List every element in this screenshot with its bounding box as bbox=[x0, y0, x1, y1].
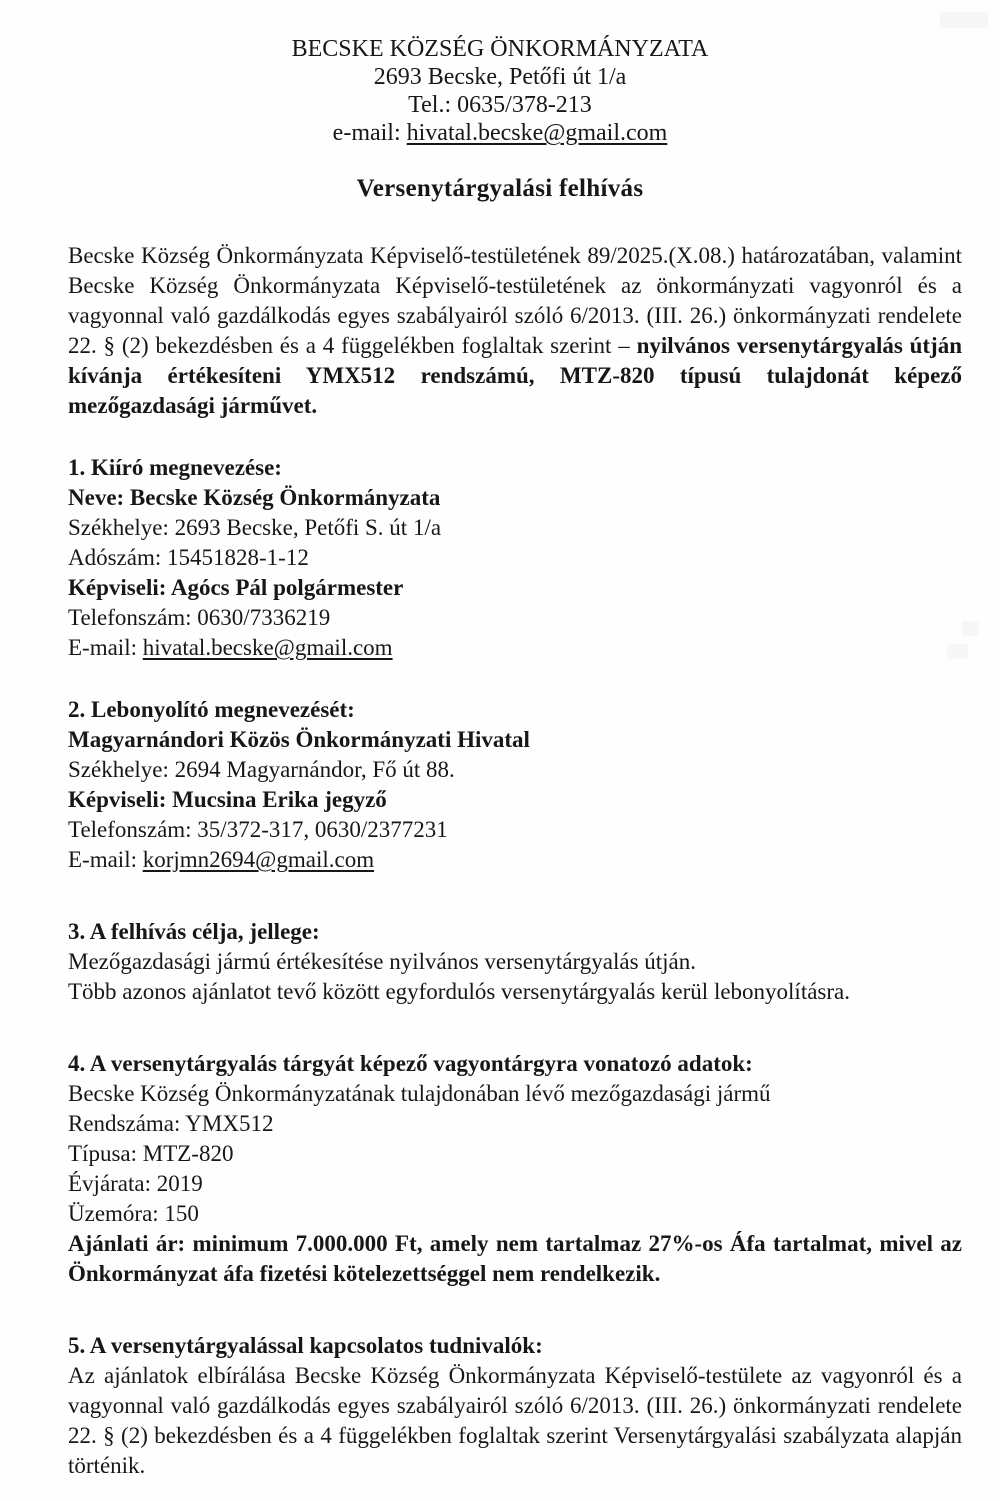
section-issuer bbox=[68, 453, 962, 663]
procedure-line: Több azonos ajánlatot tevő között egyfordulós versenytárgyalás kerül lebonyolításra. bbox=[68, 979, 850, 1004]
organizer-email-label: E-mail: bbox=[68, 847, 143, 872]
org-email-label: e-mail: bbox=[332, 120, 407, 146]
organizer-phone: Telefonszám: 35/372-317, 0630/2377231 bbox=[68, 817, 448, 842]
scan-artifact bbox=[947, 644, 968, 659]
asset-hours: Üzemóra: 150 bbox=[68, 1201, 199, 1226]
issuer-name: Neve: Becske Község Önkormányzata bbox=[68, 485, 441, 510]
asset-price-paragraph: Ajánlati ár: minimum 7.000.000 Ft, amely nem tartalmaz 27%-os Áfa tartalmat, mivel az Önkormányzat áfa fizetési kötelezettséggel nem rendelkezik. bbox=[68, 1231, 962, 1286]
scan-artifact bbox=[940, 12, 988, 28]
section-asset-data bbox=[68, 1049, 962, 1289]
intro-paragraph bbox=[68, 241, 962, 421]
section-rules bbox=[68, 1331, 962, 1481]
org-phone: Tel.: 0635/378-213 bbox=[408, 92, 592, 118]
organizer-email: korjmn2694@gmail.com bbox=[142, 847, 375, 872]
intro-bold-text: nyilvános versenytárgyalás útján kívánja értékesíteni YMX512 rendszámú, MTZ-820 típusú tulajdonát képező mezőgazdasági járművet. bbox=[68, 333, 962, 418]
org-name: BECSKE KÖZSÉG ÖNKORMÁNYZATA bbox=[291, 36, 709, 62]
section-purpose bbox=[68, 917, 962, 1007]
section-organizer bbox=[68, 695, 962, 875]
purpose-line: Mezőgazdasági jármú értékesítése nyilvános versenytárgyalás útján. bbox=[68, 949, 697, 974]
rules-body: Az ajánlatok elbírálása Becske Község Önkormányzata Képviselő-testülete az vagyonról és a vagyonnal való gazdálkodás egyes szabályairól szóló 6/2013. (III. 26.) önkormányzati rendelete 22. § (2) bekezdésben és a 4 függelékben foglaltak szerint Versenytárgyalási szabályzata alapján történik. bbox=[68, 1363, 962, 1478]
issuer-phone: Telefonszám: 0630/7336219 bbox=[68, 605, 331, 630]
issuer-tax-number: Adószám: 15451828-1-12 bbox=[68, 545, 309, 570]
asset-owner-line: Becske Község Önkormányzatának tulajdonában lévő mezőgazdasági jármű bbox=[68, 1081, 771, 1106]
scan-artifact bbox=[962, 621, 979, 636]
asset-year: Évjárata: 2019 bbox=[68, 1171, 203, 1196]
issuer-representative: Képviseli: Agócs Pál polgármester bbox=[68, 575, 404, 600]
asset-type: Típusa: MTZ-820 bbox=[68, 1141, 234, 1166]
issuer-email: hivatal.becske@gmail.com bbox=[142, 635, 393, 660]
issuer-address: Székhelye: 2693 Becske, Petőfi S. út 1/a bbox=[68, 515, 442, 540]
section-rules-heading: 5. A versenytárgyalással kapcsolatos tudnivalók: bbox=[68, 1333, 543, 1358]
organizer-address: Székhelye: 2694 Magyarnándor, Fő út 88. bbox=[68, 757, 455, 782]
organizer-name: Magyarnándori Közös Önkormányzati Hivatal bbox=[68, 727, 530, 752]
document-title: Versenytárgyalási felhívás bbox=[356, 175, 644, 202]
document-body bbox=[0, 241, 1000, 1481]
section-organizer-heading: 2. Lebonyolító megnevezését: bbox=[68, 697, 355, 722]
letterhead bbox=[0, 0, 1000, 147]
org-address: 2693 Becske, Petőfi út 1/a bbox=[373, 64, 627, 90]
section-issuer-heading: 1. Kiíró megnevezése: bbox=[68, 455, 282, 480]
issuer-email-label: E-mail: bbox=[68, 635, 143, 660]
intro-regular-text: Becske Község Önkormányzata Képviselő-testületének 89/2025.(X.08.) határozatában, valamint Becske Község Önkormányzata Képviselő-testületének az önkormányzati vagyonról és a vagyonnal való gazdálkodás egyes szabályairól szóló 6/2013. (III. 26.) önkormányzati rendelete 22. § (2) bekezdésben és a 4 függelékben foglaltak szerint – bbox=[68, 243, 962, 358]
organizer-representative: Képviseli: Mucsina Erika jegyző bbox=[68, 787, 387, 812]
organizer-email-line bbox=[68, 845, 962, 875]
section-purpose-heading: 3. A felhívás célja, jellege: bbox=[68, 919, 320, 944]
issuer-email-line bbox=[68, 633, 962, 663]
org-email: hivatal.becske@gmail.com bbox=[406, 120, 668, 146]
asset-plate: Rendszáma: YMX512 bbox=[68, 1111, 274, 1136]
org-email-line bbox=[0, 119, 1000, 147]
section-asset-heading: 4. A versenytárgyalás tárgyát képező vagyontárgyra vonatozó adatok: bbox=[68, 1051, 753, 1076]
